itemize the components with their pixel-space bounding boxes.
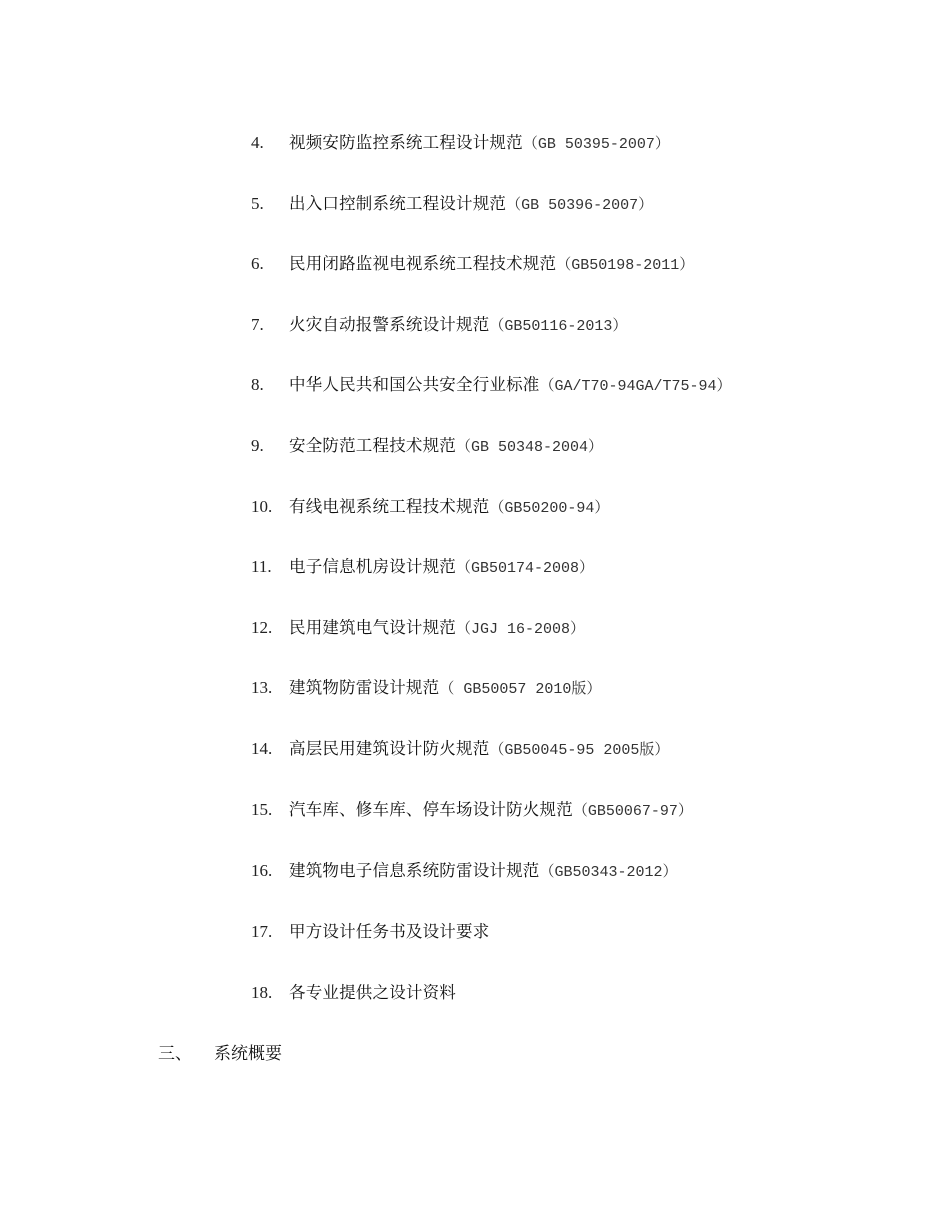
list-item-number: 5. xyxy=(251,194,264,213)
list-item-number: 18. xyxy=(251,983,273,1002)
list-item xyxy=(251,674,601,702)
section-number: 三、 xyxy=(158,1044,192,1064)
list-item-number: 6. xyxy=(251,254,264,273)
list-item-code: （GB50045-95 2005版） xyxy=(489,742,670,759)
section-title: 系统概要 xyxy=(214,1044,282,1064)
list-item-title: 视频安防监控系统工程设计规范 xyxy=(289,133,523,152)
list-item-title: 中华人民共和国公共安全行业标准 xyxy=(289,375,540,394)
list-item-number: 15. xyxy=(251,800,273,819)
list-item-number: 17. xyxy=(251,922,273,941)
list-item-number: 13. xyxy=(251,678,273,697)
list-item xyxy=(251,190,653,218)
list-item-number: 4. xyxy=(251,133,264,152)
list-item-number: 16. xyxy=(251,861,273,880)
list-item xyxy=(251,432,603,460)
list-item xyxy=(251,735,669,763)
list-item-title: 建筑物电子信息系统防雷设计规范 xyxy=(289,861,540,880)
list-item-code: （GB50116-2013） xyxy=(489,318,628,335)
list-item xyxy=(251,553,594,581)
list-item xyxy=(251,918,489,946)
list-item-code: （GB50198-2011） xyxy=(556,257,695,274)
list-item xyxy=(251,129,670,157)
list-item xyxy=(251,614,585,642)
list-item-number: 9. xyxy=(251,436,264,455)
list-item-code: （GB 50395-2007） xyxy=(522,136,670,153)
section-heading xyxy=(158,1040,282,1068)
list-item-title: 各专业提供之设计资料 xyxy=(289,983,456,1002)
list-item-number: 12. xyxy=(251,618,273,637)
list-item-title: 电子信息机房设计规范 xyxy=(289,557,456,576)
list-item-title: 民用闭路监视电视系统工程技术规范 xyxy=(289,254,557,273)
list-item-code: （GA/T70-94GA/T75-94） xyxy=(539,378,732,395)
list-item-title: 高层民用建筑设计防火规范 xyxy=(289,739,490,758)
list-item-title: 汽车库、修车库、停车场设计防火规范 xyxy=(289,800,573,819)
list-item xyxy=(251,250,694,278)
list-item-title: 民用建筑电气设计规范 xyxy=(289,618,456,637)
list-item xyxy=(251,796,693,824)
list-item-number: 11. xyxy=(251,557,272,576)
list-item-code: （GB50200-94） xyxy=(489,500,610,517)
list-item-number: 14. xyxy=(251,739,273,758)
list-item-number: 10. xyxy=(251,497,273,516)
list-item xyxy=(251,979,456,1007)
list-item xyxy=(251,857,678,885)
list-item-title: 有线电视系统工程技术规范 xyxy=(289,497,490,516)
list-item-code: （GB 50396-2007） xyxy=(506,197,654,214)
list-item xyxy=(251,493,609,521)
list-item-title: 出入口控制系统工程设计规范 xyxy=(289,194,507,213)
list-item-title: 火灾自动报警系统设计规范 xyxy=(289,315,490,334)
list-item-code: （GB50343-2012） xyxy=(539,864,678,881)
list-item-code: （GB 50348-2004） xyxy=(456,439,604,456)
list-item-code: （JGJ 16-2008） xyxy=(456,621,586,638)
list-item-number: 7. xyxy=(251,315,264,334)
list-item-code: （GB50067-97） xyxy=(572,803,693,820)
list-item-number: 8. xyxy=(251,375,264,394)
list-item-code: （ GB50057 2010版） xyxy=(439,681,602,698)
list-item-title: 建筑物防雷设计规范 xyxy=(289,678,440,697)
list-item xyxy=(251,311,627,339)
list-item-title: 甲方设计任务书及设计要求 xyxy=(289,922,490,941)
list-item-title: 安全防范工程技术规范 xyxy=(289,436,456,455)
list-item-code: （GB50174-2008） xyxy=(456,560,595,577)
list-item xyxy=(251,371,732,399)
